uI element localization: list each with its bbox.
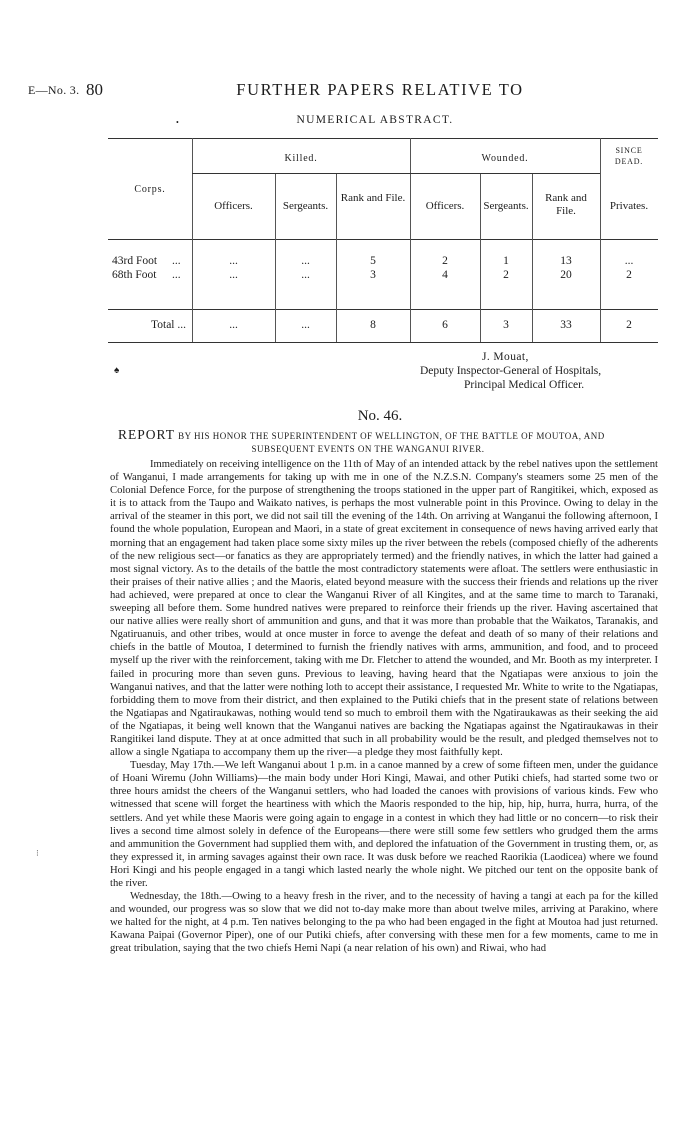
bullet-dot: •: [176, 118, 179, 127]
numerical-abstract-table: [108, 138, 658, 343]
ornament-mark: ♠: [114, 365, 120, 376]
total-cell: 8: [370, 319, 376, 331]
table-header-rule: [108, 239, 658, 240]
page-header: [0, 80, 700, 102]
paragraph: Immediately on receiving intelligence on the 11th of May of an intended attack by the rebel natives upon the settlement of Wanganui, I made arrangements for taking up with me in one of the N.Z.S.N. Company's steamers some 25 men of the Colonial Defence Force, for the purpose of strengthening the troops stationed in the upper part of Rangitikei, which, exposed as it is to attack from the Taupo and Waikato natives, is perhaps the most vulnerable point in this Province. Owing to delay in the arrival of the steamer in this port, we did not sail till the evening of the 14th. On arriving at Wanganui the following afternoon, I found the whole population, European and Maori, in a state of great excitement in consequence of news having arrived early that morning that an engagement had taken place some sixty miles up the river between the rebels (composed chiefly of the adherents of the new religious sect—or fanatics as they are appropriately termed) and the friendly natives, in which the latter had gained a most signal victory. As to the details of the battle the most contradictory statements were afloat. The settlers were enthusiastic in their praises of their native allies ; and the Maoris, elated beyond measure with the success their friends and relations up the river had achieved, were prepared at once to clear the Wanganui River of all Kingites, and at the same time to march to Taranaki, sweeping all before them. Some hundred natives were prepared to reinforce their friends up the river. Having ascertained that our native allies were really short of ammunition and guns, and that it was more than probable that the Waikatos, Taranakis, and Ngatiruanuis, and other tribes, would at once muster in force to avenge the defeat and death of so many of their relations and chiefs in the battle of Moutoa, I determined to furnish the friendly natives with arms, ammunition, and food, and to proceed myself up the river with the reinforcement, taking with me Dr. Fletcher to attend the wounded, and Mr. Booth as my interpreter. I failed in procuring more than seven guns. Previous to leaving, having heard that the Ngatiapas were anxious to join the Wanganui natives, and that the latter were nothing loth to accept their assistance, I requested Mr. White to write to the Ngatiapas, forbidding them to move from their district, and then explained to the Putiki chiefs that in the present state of relations between the Ngatiapas and Ngatiraukawas, nothing would tend so much to embroil them with the Ngatiraukawas as their seeking the aid of the Ngatiapas, it being well known that the Wanganui natives are backing the Ngatiapas against the Ngatiraukawas in their Rangitikei land dispute. They at at once admitted that such in all probability would be the result, and pledged themselves not to allow a single Ngatiapa to accompany them up the river—a pledge they most faithfully kept.: [110, 459, 658, 759]
dead-label: DEAD.: [614, 157, 644, 166]
table-cell: 2: [442, 255, 448, 267]
page-number: 80: [86, 80, 103, 99]
total-cell: 33: [560, 319, 572, 331]
table-total-rule: [108, 309, 658, 310]
table-cell: 2: [626, 269, 632, 281]
table-cell: ...: [229, 269, 238, 281]
table-cell: 13: [560, 255, 572, 267]
running-title: FURTHER PAPERS RELATIVE TO: [236, 80, 524, 99]
margin-mark: ⁝: [36, 848, 39, 858]
column-divider: [410, 138, 411, 342]
document-number: No. 46.: [357, 408, 403, 424]
total-label: Total ...: [151, 319, 186, 331]
report-title-line-1: BY HIS HONOR THE SUPERINTENDENT OF WELLINGTON, OF THE BATTLE OF MOUTOA, AND: [178, 431, 605, 441]
col-header-killed-rank-file: Rank and File.: [340, 192, 406, 204]
table-cell: 20: [560, 269, 572, 281]
total-cell: ...: [301, 319, 310, 331]
report-title-line-2: SUBSEQUENT EVENTS ON THE WANGANUI RIVER.: [251, 444, 485, 454]
table-cell: 1: [503, 255, 509, 267]
paragraph: Wednesday, the 18th.—Owing to a heavy fresh in the river, and to the necessity of having a tangi at each pa for the killed and wounded, our progress was so slow that we did not to-day make more than about twelve miles, arriving at Parakino, where we halted for the night, at 4 p.m. Ten natives belonging to the pa who had been engaged in the fight at Moutoa had just returned. Kawana Paipai (Governor Piper), one of our Putiki chiefs, after conversing with these men for a few moments, came to me in great tribulation, saying that the two chiefs Hemi Napi (a near relation of his own) and Riwai, who had: [110, 891, 658, 955]
corps-header: Corps.: [134, 184, 166, 195]
section-title: NUMERICAL ABSTRACT.: [296, 114, 454, 126]
table-top-rule: [108, 138, 658, 139]
wounded-header: Wounded.: [481, 153, 529, 164]
killed-header: Killed.: [284, 153, 318, 164]
col-header-killed-officers: Officers.: [214, 200, 253, 212]
column-divider: [600, 138, 601, 342]
signature-block: [420, 350, 680, 392]
since-label: SINCE: [615, 146, 643, 155]
col-header-privates: Privates.: [609, 200, 649, 212]
table-cell: 2: [503, 269, 509, 281]
row-leader: ...: [172, 269, 181, 281]
report-word: REPORT: [118, 427, 175, 442]
paragraph: Tuesday, May 17th.—We left Wanganui about 1 p.m. in a canoe manned by a crew of some fifteen men, under the guidance of Hoani Wiremu (John Williams)—the main body under Hori Kingi, Mawai, and other Putiki chiefs, had started some two or three hours amidst the cheers of the Wanganui settlers, who had loaded the canoes with provisions of various kinds. Few who witnessed that scene will forget the heartiness with which the Maoris responded to the hip, hip, hip, hurra, hurra, hurra, of the settlers. And yet while these Maoris were going again to engage in a contest in which they had little or no concern—to risk their lives a second time almost solely in defence of the Europeans—there were still some few settlers who grudged them the arms and ammunition the Government had supplied them with, and deplored the infatuation of the Government in trusting them, or, as they expressed it, in arming savages against their own race. It was dusk before we reached Raorikia (Laodicea) where we found Hori Kingi and his people engaged in a tangi which lasted nearly the whole night. We pitched our tent on the opposite bank of the river.: [110, 760, 658, 889]
row-corps-name: 68th Foot: [112, 269, 157, 281]
total-cell: 3: [503, 319, 509, 331]
report-body: [110, 458, 658, 956]
total-cell: 6: [442, 319, 448, 331]
column-divider: [192, 138, 193, 342]
row-leader: ...: [172, 255, 181, 267]
table-cell: 3: [370, 269, 376, 281]
signature-name: J. Mouat,: [482, 351, 529, 363]
table-cell: 4: [442, 269, 448, 281]
row-corps-name: 43rd Foot: [112, 255, 158, 267]
col-header-wounded-sergeants: Sergeants.: [483, 200, 529, 212]
total-cell: 2: [626, 319, 632, 331]
signature-title-1: Deputy Inspector-General of Hospitals,: [420, 365, 602, 377]
table-cell: ...: [301, 269, 310, 281]
col-header-killed-sergeants: Sergeants.: [282, 200, 329, 212]
table-cell: 5: [370, 255, 376, 267]
table-cell: ...: [301, 255, 310, 267]
table-bottom-rule: [108, 342, 658, 343]
signature-title-2: Principal Medical Officer.: [464, 379, 585, 391]
total-cell: ...: [229, 319, 238, 331]
report-title: [118, 428, 658, 456]
table-cell: ...: [229, 255, 238, 267]
session-reference: E—No. 3.: [28, 83, 80, 97]
table-cell: ...: [624, 255, 634, 267]
col-header-wounded-rank-file: Rank and File.: [545, 192, 587, 217]
group-header-rule: [192, 173, 600, 174]
since-dead-header: [600, 145, 658, 167]
col-header-wounded-officers: Officers.: [425, 200, 465, 212]
